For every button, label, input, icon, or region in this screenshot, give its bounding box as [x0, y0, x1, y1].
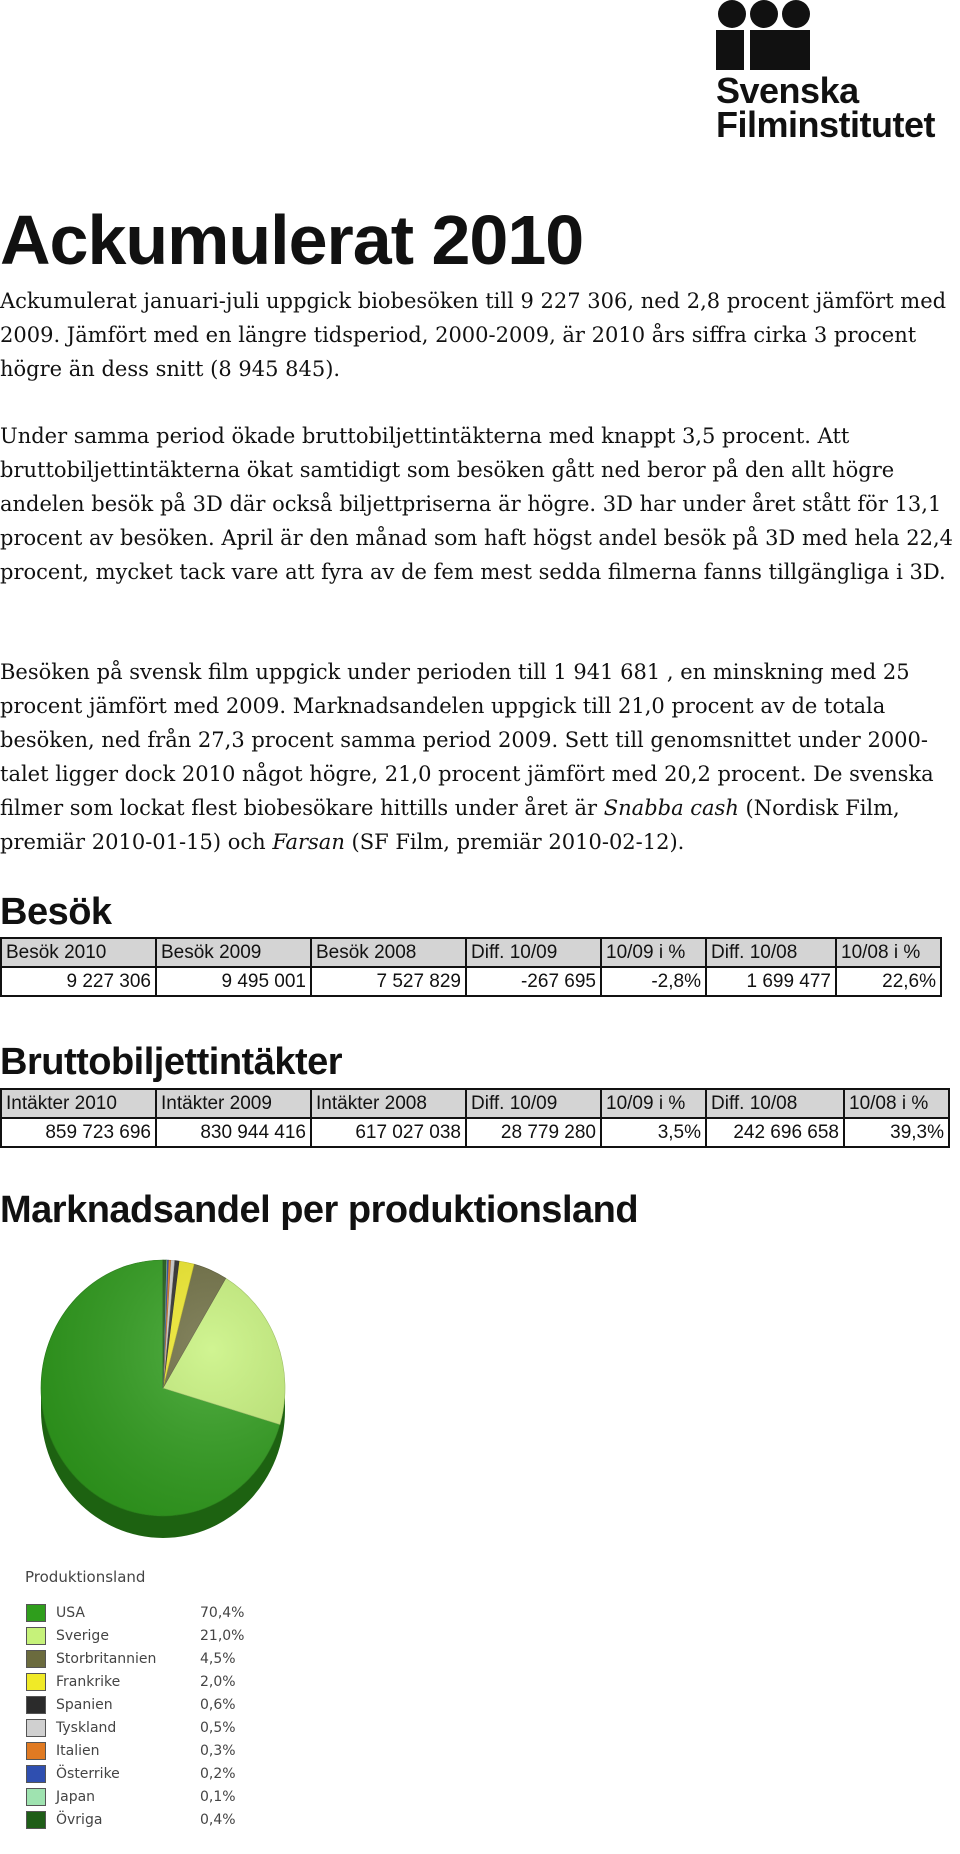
pie-shading — [41, 1260, 285, 1516]
column-header: 10/09 i % — [601, 1089, 706, 1118]
legend-value: 70,4% — [200, 1605, 245, 1621]
table-cell: -2,8% — [601, 967, 706, 996]
column-header: 10/08 i % — [836, 938, 941, 967]
legend-swatch — [26, 1673, 46, 1691]
table-cell: 1 699 477 — [706, 967, 836, 996]
column-header: Diff. 10/08 — [706, 1089, 844, 1118]
column-header: Diff. 10/09 — [466, 938, 601, 967]
legend-value: 0,5% — [200, 1720, 236, 1736]
legend-label: Österrike — [56, 1766, 120, 1782]
legend-item — [22, 1765, 282, 1785]
film-title: Snabba cash — [603, 796, 739, 820]
logo-block — [716, 30, 744, 70]
legend-swatch — [26, 1650, 46, 1668]
legend-item — [22, 1650, 282, 1670]
svenska-filminstitutet-logo — [716, 0, 960, 150]
legend-label: Italien — [56, 1743, 100, 1759]
column-header: Diff. 10/08 — [706, 938, 836, 967]
table-header-row — [1, 1089, 949, 1118]
logo-dot — [782, 0, 810, 28]
film-title: Farsan — [272, 830, 345, 854]
legend-swatch — [26, 1742, 46, 1760]
table-cell: 28 779 280 — [466, 1118, 601, 1147]
column-header: Intäkter 2008 — [311, 1089, 466, 1118]
logo-dot — [718, 0, 746, 28]
column-header: Besök 2009 — [156, 938, 311, 967]
legend-swatch — [26, 1627, 46, 1645]
market-share-heading: Marknadsandel per produktionsland — [0, 1189, 639, 1231]
table-cell: 9 495 001 — [156, 967, 311, 996]
legend-value: 0,6% — [200, 1697, 236, 1713]
legend-swatch — [26, 1719, 46, 1737]
table-row — [1, 967, 941, 996]
legend-label: Frankrike — [56, 1674, 121, 1690]
legend-value: 0,2% — [200, 1766, 236, 1782]
table-cell: 3,5% — [601, 1118, 706, 1147]
legend-item — [22, 1742, 282, 1762]
legend-swatch — [26, 1765, 46, 1783]
table-cell: 830 944 416 — [156, 1118, 311, 1147]
legend-value: 4,5% — [200, 1651, 236, 1667]
page-title: Ackumulerat 2010 — [0, 201, 584, 279]
legend-value: 21,0% — [200, 1628, 245, 1644]
logo-block — [750, 30, 810, 70]
column-header: Intäkter 2010 — [1, 1089, 156, 1118]
legend-label: Japan — [56, 1789, 96, 1805]
legend-label: Tyskland — [56, 1720, 117, 1736]
table-cell: 39,3% — [844, 1118, 949, 1147]
legend-label: USA — [56, 1605, 85, 1621]
column-header: 10/09 i % — [601, 938, 706, 967]
legend-swatch — [26, 1811, 46, 1829]
legend-swatch — [26, 1788, 46, 1806]
legend-title: Produktionsland — [25, 1568, 146, 1586]
table-row — [1, 1118, 949, 1147]
paragraph-intro: Ackumulerat januari-juli uppgick biobesöken till 9 227 306, ned 2,8 procent jämfört med 2009. Jämfört med en längre tidsperiod, 2000-2009, är 2010 års siffra cirka 3 procent högre än dess snitt (8 945 845). — [0, 289, 947, 381]
paragraph-text: Besöken på svensk film uppgick under perioden till 1 941 681 , en minskning med 25 procent jämfört med 2009. Marknadsandelen uppgick till 21,0 procent av de totala besöken, ned från 27,3 procent samma period 2009. Sett till genomsnittet under 2000-talet ligger dock 2010 något högre, 21,0 procent jämfört med 20,2 procent. De svenska filmer som lockat flest biobesökare hittills under året är — [0, 660, 934, 820]
column-header: Besök 2010 — [1, 938, 156, 967]
legend-item — [22, 1673, 282, 1693]
paragraph-text: (Nordisk Film, premiär 2010-01-15) och — [0, 796, 900, 854]
legend-item — [22, 1627, 282, 1647]
legend-value: 0,4% — [200, 1812, 236, 1828]
table-cell: 7 527 829 — [311, 967, 466, 996]
legend-item — [22, 1604, 282, 1624]
besok-heading: Besök — [0, 891, 112, 933]
legend-label: Övriga — [56, 1812, 103, 1828]
brutto-table — [0, 1088, 950, 1148]
legend-label: Storbritannien — [56, 1651, 157, 1667]
column-header: 10/08 i % — [844, 1089, 949, 1118]
column-header: Besök 2008 — [311, 938, 466, 967]
column-header: Diff. 10/09 — [466, 1089, 601, 1118]
table-cell: -267 695 — [466, 967, 601, 996]
column-header: Intäkter 2009 — [156, 1089, 311, 1118]
logo-line-1: Svenska — [716, 70, 859, 111]
legend-value: 0,3% — [200, 1743, 236, 1759]
logo-wordmark — [716, 70, 935, 145]
legend-item — [22, 1811, 282, 1831]
pie-chart-svg — [0, 1250, 300, 1570]
legend-item — [22, 1696, 282, 1716]
legend-label: Spanien — [56, 1697, 113, 1713]
legend-value: 2,0% — [200, 1674, 236, 1690]
legend-swatch — [26, 1604, 46, 1622]
table-cell: 22,6% — [836, 967, 941, 996]
legend-item — [22, 1788, 282, 1808]
logo-dot — [750, 0, 778, 28]
besok-table — [0, 937, 942, 997]
paragraph-revenue: Under samma period ökade bruttobiljettintäkterna med knappt 3,5 procent. Att bruttobiljettintäkterna ökat samtidigt som besöken gått ned beror på den allt högre andelen besök på 3D där också biljettpriserna är högre. 3D har under året stått för 13,1 procent av besöken. April är den månad som haft högst andel besök på 3D med hela 22,4 procent, mycket tack vare att fyra av de fem mest sedda filmerna fanns tillgängliga i 3D. — [0, 424, 954, 584]
paragraph-text: (SF Film, premiär 2010-02-12). — [344, 830, 685, 854]
table-header-row — [1, 938, 941, 967]
market-share-pie-chart — [0, 1250, 300, 1570]
table-cell: 242 696 658 — [706, 1118, 844, 1147]
table-cell: 617 027 038 — [311, 1118, 466, 1147]
paragraph-swedish-film — [0, 655, 958, 859]
legend-value: 0,1% — [200, 1789, 236, 1805]
table-cell: 859 723 696 — [1, 1118, 156, 1147]
legend-label: Sverige — [56, 1628, 109, 1644]
logo-line-2: Filminstitutet — [716, 104, 935, 145]
legend-swatch — [26, 1696, 46, 1714]
table-cell: 9 227 306 — [1, 967, 156, 996]
legend-item — [22, 1719, 282, 1739]
brutto-heading: Bruttobiljettintäkter — [0, 1041, 343, 1083]
